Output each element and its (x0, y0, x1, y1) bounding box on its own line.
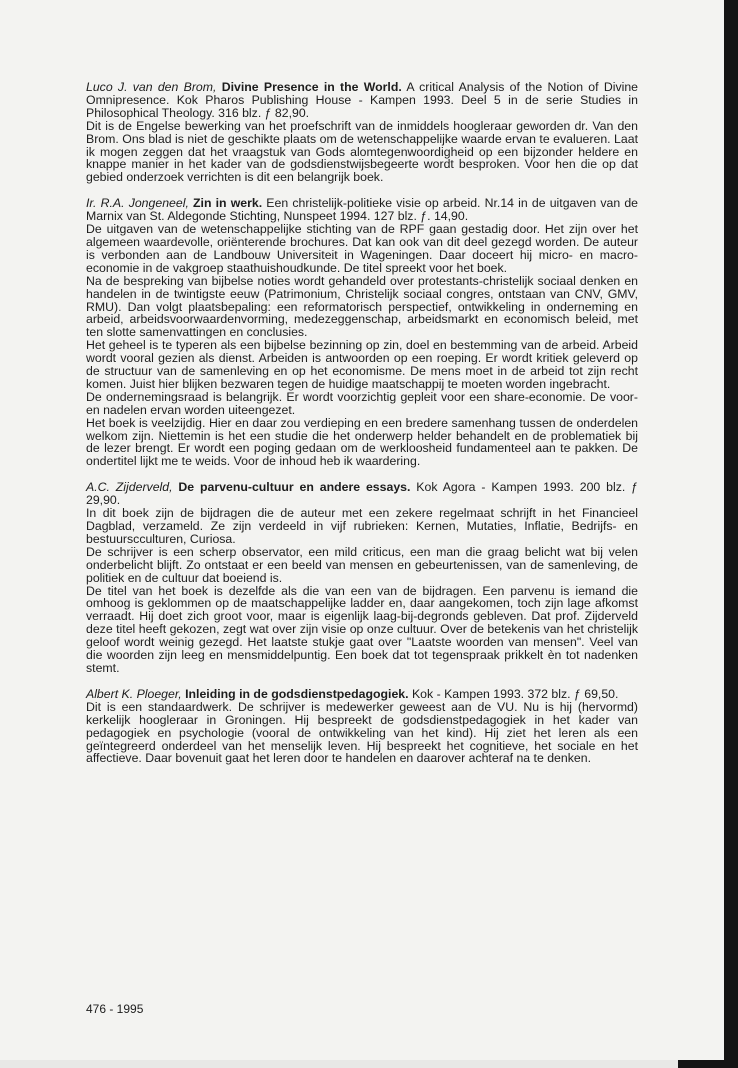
review-zijderveld (86, 481, 638, 675)
review-bibliography: Kok Agora - Kampen 1993. 200 blz. ƒ 29,90. (86, 480, 638, 508)
review-book-title: Inleiding in de godsdienstpedagogiek. (185, 686, 409, 701)
review-bibliography: Een christelijk-politieke visie op arbeid. Nr.14 in de uitgaven van de Marnix van St. Aldegonde Stichting, Nunspeet 1994. 127 blz. ƒ. 14,90. (86, 196, 639, 224)
review-author: Luco J. van den Brom, (86, 80, 217, 94)
scan-edge-bottom (0, 1060, 738, 1068)
review-bibliography: A critical Analysis of the Notion of Divine Omnipresence. Kok Pharos Publishing House - Kampen 1993. Deel 5 in de serie Studies in Philosophical Theology. 316 blz. ƒ 82,90. (86, 80, 638, 120)
review-book-title: Zin in werk. (193, 196, 263, 211)
review-book-title: Divine Presence in the World. (221, 80, 402, 94)
review-paragraph: Na de bespreking van bijbelse noties wordt gehandeld over protestants-christelijk sociaal denken en handelen in de twintigste eeuw (Patrimonium, Christelijk sociaal congres, ontstaan van CNV, GMV, RMU). Dan volgt plaatsbepaling: een reformatorisch perspectief, ontwikkeling in onderneming en arbeid, arbeidsvoorwaardenvorming, medezeggenschap, arbeidsmarkt en economisch beleid, met ten slotte samenvattingen en conclusies. (86, 273, 638, 340)
review-bibliography: Kok - Kampen 1993. 372 blz. ƒ 69,50. (408, 686, 619, 701)
review-header (86, 688, 638, 701)
review-paragraph: De uitgaven van de wetenschappelijke stichting van de RPF gaan gestadig door. Het zijn over het algemeen waardevolle, oriënterende brochures. Dat kan ook van dit deel gezegd worden. De auteur is verbonden aan de Landbouw Universiteit in Wageningen. Daar doceert hij micro- en macro-economie in de vakgroep staathuishoudkunde. De titel spreekt voor het boek. (86, 222, 638, 275)
review-paragraph: De ondernemingsraad is belangrijk. Er wordt voorzichtig gepleit voor een share-economie. De voor- en nadelen ervan worden uiteengezet. (86, 389, 638, 417)
page-content (86, 81, 638, 778)
page-number: 476 - 1995 (86, 1002, 144, 1016)
review-paragraph: Het geheel is te typeren als een bijbelse bezinning op zin, doel en bestemming van de arbeid. Arbeid wordt vooral gezien als dienst. Arbeiden is antwoorden op een roeping. Er wordt kritiek geleverd op de structuur van de samenleving en op het economisme. De mens moet in de arbeid tot zijn recht komen. Juist hier blijken bezwaren tegen de huidige maatschappij te moeten worden ingebracht. (86, 338, 638, 391)
review-author: A.C. Zijderveld, (86, 480, 173, 495)
review-header (86, 197, 638, 223)
review-jongeneel (86, 197, 638, 468)
review-paragraph: Het boek is veelzijdig. Hier en daar zou verdieping en een bredere samenhang tussen de onderdelen welkom zijn. Niettemin is het een studie die het onderwerp helder behandelt en de problematiek bij de lezer brengt. Er wordt een poging gedaan om de werkloosheid fundamenteel aan te pakken. De ondertitel lijkt me te weids. Voor de inhoud heb ik waardering. (86, 415, 638, 469)
scan-edge-corner (678, 1060, 738, 1068)
review-paragraph: Dit is een standaardwerk. De schrijver is medewerker geweest aan de VU. Nu is hij (hervormd) kerkelijk hoogleraar in Groningen. Hij bespreekt de godsdienstpedagogiek in het kader van pedagogiek en psychologie (vooral de ontwikkeling van het kind). Hij ziet het leren als een geïntegreerd onderdeel van het menselijk leven. Hij bespreekt het cognitieve, het sociale en het affectieve. Daar bovenuit gaat het leren door te handelen en daarover achteraf na te denken. (86, 699, 638, 766)
review-header (86, 81, 638, 120)
review-paragraph: Dit is de Engelse bewerking van het proefschrift van de inmiddels hoogleraar geworden dr. Van den Brom. Ons blad is niet de geschikte plaats om de wetenschappelijke waarde ervan te evalueren. Laat ik mogen zeggen dat het vraagstuk van Gods alomtegenwoordigheid op een bijzonder heldere en knappe manier in het kader van de godsdienstwijsbegeerte wordt besproken. Voor hen die op dat gebied onderzoek verrichten is dit een belangrijk boek. (86, 118, 638, 185)
review-paragraph: De titel van het boek is dezelfde als die van een van de bijdragen. Een parvenu is iemand die omhoog is geklommen op de maatschappelijke ladder en, daar aangekomen, toch zijn lage afkomst verraadt. Hij doet zich groot voor, maar is eigenlijk laag-bij-degronds gebleven. Dat prof. Zijderveld deze titel heeft gekozen, zegt wat over zijn visie op onze cultuur. Over de betekenis van het christelijk geloof wordt weinig gezegd. Het laatste stukje gaat over "Laatste woorden van mensen". Veel van die woorden zijn leeg en mensmiddelpuntig. Een boek dat tot tegenspraak prikkelt èn tot nadenken stemt. (86, 583, 638, 675)
review-book-title: De parvenu-cultuur en andere essays. (178, 480, 411, 495)
scan-edge-right (724, 0, 738, 1068)
review-ploeger (86, 688, 638, 765)
review-paragraph: In dit boek zijn de bijdragen die de auteur met een zekere regelmaat schrijft in het Financieel Dagblad, verzameld. Ze zijn verdeeld in vijf rubrieken: Kernen, Mutaties, Inflatie, Bedrijfs- en bestuurscculturen, Curiosa. (86, 506, 638, 546)
review-header (86, 481, 638, 507)
review-author: Albert K. Ploeger, (86, 686, 182, 701)
review-van-den-brom (86, 81, 638, 184)
review-paragraph: De schrijver is een scherp observator, een mild criticus, een man die graag belicht wat bij velen onderbelicht blijft. Zo ontstaat er een beeld van mensen en gebeurtenissen, van de samenleving, de politiek en de cultuur dat boeiend is. (86, 544, 638, 585)
review-author: Ir. R.A. Jongeneel, (86, 196, 189, 211)
